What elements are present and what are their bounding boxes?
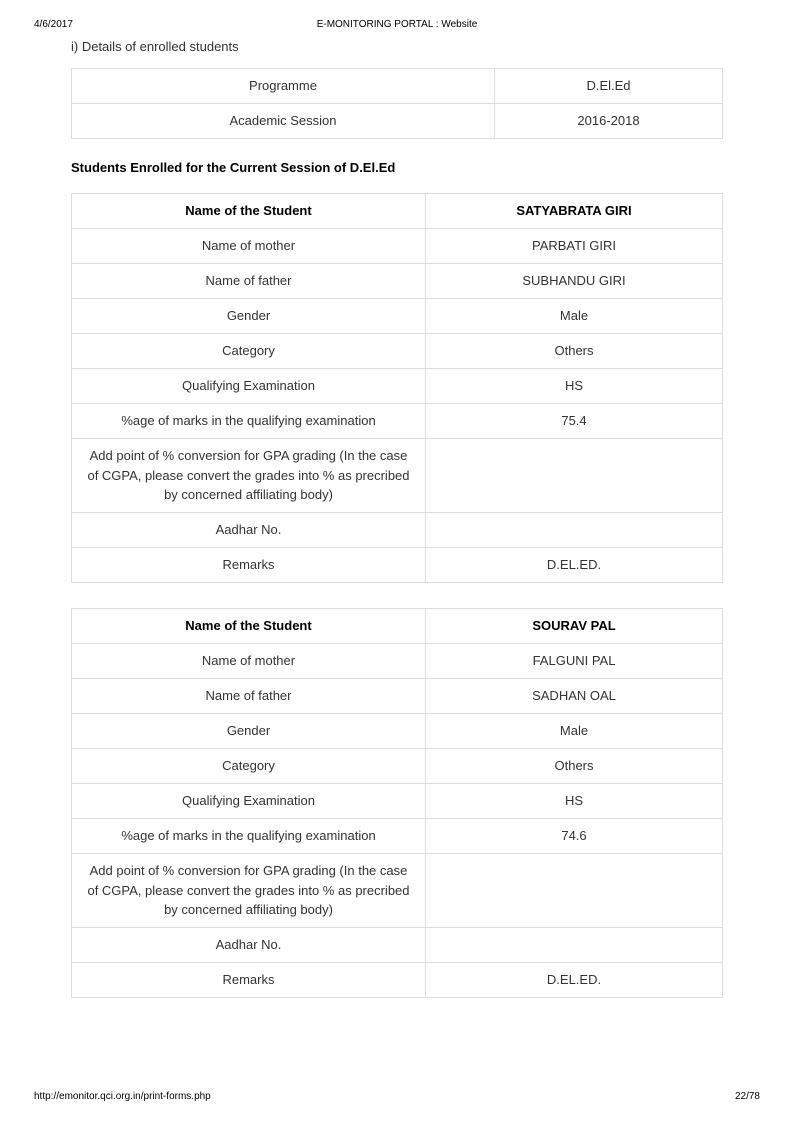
student-name-label: Name of the Student <box>72 609 426 644</box>
aadhar-value <box>426 928 723 963</box>
gender-value: Male <box>426 299 723 334</box>
gpa-conversion-value <box>426 854 723 928</box>
table-row <box>72 299 723 334</box>
table-row <box>72 404 723 439</box>
table-row <box>72 679 723 714</box>
category-value: Others <box>426 334 723 369</box>
student-name-label: Name of the Student <box>72 194 426 229</box>
programme-value: D.El.Ed <box>495 69 723 104</box>
qualifying-exam-label: Qualifying Examination <box>72 784 426 819</box>
table-row <box>72 928 723 963</box>
table-row <box>72 609 723 644</box>
father-name-label: Name of father <box>72 679 426 714</box>
table-row <box>72 963 723 998</box>
table-row <box>72 548 723 583</box>
student-table <box>71 193 723 583</box>
academic-session-value: 2016-2018 <box>495 104 723 139</box>
remarks-label: Remarks <box>72 548 426 583</box>
qualifying-exam-label: Qualifying Examination <box>72 369 426 404</box>
gender-label: Gender <box>72 299 426 334</box>
mother-name-label: Name of mother <box>72 644 426 679</box>
gpa-conversion-value <box>426 439 723 513</box>
mother-name-label: Name of mother <box>72 229 426 264</box>
print-date: 4/6/2017 <box>34 19 73 30</box>
table-row <box>72 784 723 819</box>
table-row <box>72 369 723 404</box>
father-name-value: SUBHANDU GIRI <box>426 264 723 299</box>
student-table <box>71 608 723 998</box>
mother-name-value: FALGUNI PAL <box>426 644 723 679</box>
programme-table <box>71 68 723 139</box>
table-row <box>72 439 723 513</box>
table-row <box>72 644 723 679</box>
table-row <box>72 194 723 229</box>
marks-percentage-value: 75.4 <box>426 404 723 439</box>
section-label: i) Details of enrolled students <box>71 39 239 54</box>
aadhar-label: Aadhar No. <box>72 513 426 548</box>
marks-percentage-label: %age of marks in the qualifying examination <box>72 819 426 854</box>
remarks-value: D.EL.ED. <box>426 548 723 583</box>
page-number: 22/78 <box>734 1091 760 1102</box>
table-row <box>72 513 723 548</box>
marks-percentage-value: 74.6 <box>426 819 723 854</box>
table-row <box>72 229 723 264</box>
marks-percentage-label: %age of marks in the qualifying examination <box>72 404 426 439</box>
student-name-value: SATYABRATA GIRI <box>426 194 723 229</box>
father-name-value: SADHAN OAL <box>426 679 723 714</box>
gender-value: Male <box>426 714 723 749</box>
section-heading: Students Enrolled for the Current Session of D.El.Ed <box>71 160 396 175</box>
remarks-label: Remarks <box>72 963 426 998</box>
table-row <box>72 69 723 104</box>
table-row <box>72 104 723 139</box>
qualifying-exam-value: HS <box>426 784 723 819</box>
table-row <box>72 714 723 749</box>
print-header <box>34 19 760 33</box>
gpa-conversion-label: Add point of % conversion for GPA grading (In the case of CGPA, please convert the grades into % as precribed by concerned affiliating body) <box>72 854 426 928</box>
table-row <box>72 854 723 928</box>
table-row <box>72 819 723 854</box>
gender-label: Gender <box>72 714 426 749</box>
print-title: E-MONITORING PORTAL : Website <box>316 19 478 30</box>
table-row <box>72 749 723 784</box>
aadhar-label: Aadhar No. <box>72 928 426 963</box>
table-row <box>72 334 723 369</box>
category-value: Others <box>426 749 723 784</box>
father-name-label: Name of father <box>72 264 426 299</box>
print-footer <box>34 1091 760 1105</box>
academic-session-label: Academic Session <box>72 104 495 139</box>
aadhar-value <box>426 513 723 548</box>
category-label: Category <box>72 334 426 369</box>
qualifying-exam-value: HS <box>426 369 723 404</box>
remarks-value: D.EL.ED. <box>426 963 723 998</box>
gpa-conversion-label: Add point of % conversion for GPA grading (In the case of CGPA, please convert the grades into % as precribed by concerned affiliating body) <box>72 439 426 513</box>
programme-label: Programme <box>72 69 495 104</box>
mother-name-value: PARBATI GIRI <box>426 229 723 264</box>
student-name-value: SOURAV PAL <box>426 609 723 644</box>
category-label: Category <box>72 749 426 784</box>
print-url: http://emonitor.qci.org.in/print-forms.php <box>34 1091 211 1102</box>
table-row <box>72 264 723 299</box>
